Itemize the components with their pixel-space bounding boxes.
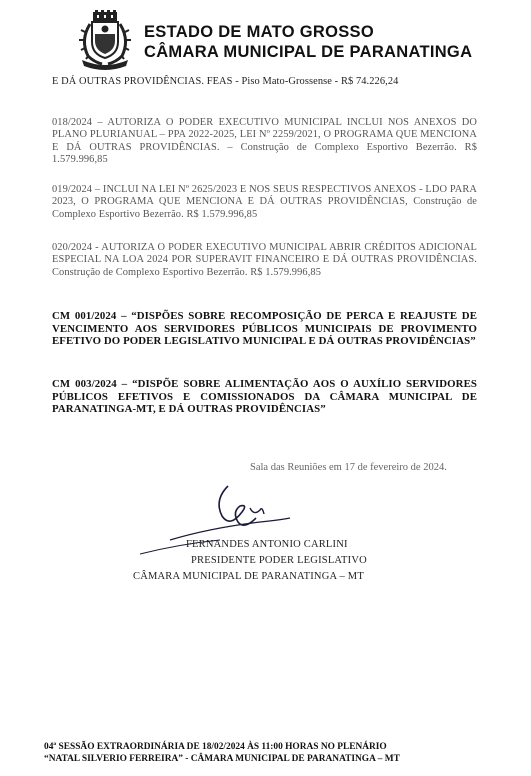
item-cm-001-2024: CM 001/2024 – “DISPÕES SOBRE RECOMPOSIÇÃO DE PERCA E REAJUSTE DE VENCIMENTO AOS SERVIDORES PÚBLICOS MUNICIPAIS DE PROVIMENTO EFETIVO DO PODER LEGISLATIVO MUNICIPAL E DÁ OUTRAS PROVIDÊNCIAS” <box>52 310 477 348</box>
item-018-2024: 018/2024 – AUTORIZA O PODER EXECUTIVO MUNICIPAL INCLUI NOS ANEXOS DO PLANO PLURIANUAL – PPA 2022-2025, LEI Nº 2259/2021, O PROGRAMA QUE MENCIONA E DÁ OUTRAS PROVIDÊNCIAS. – Construção de Complexo Esportivo Bezerrão. R$ 1.579.996,85 <box>52 117 477 166</box>
handwritten-signature <box>110 482 310 562</box>
signer-organization: CÂMARA MUNICIPAL DE PARANATINGA – MT <box>133 571 364 582</box>
header-state-title: ESTADO DE MATO GROSSO <box>144 23 374 41</box>
signer-name: FERNANDES ANTONIO CARLINI <box>186 539 348 550</box>
date-line: Sala das Reuniões em 17 de fevereiro de 2024. <box>250 462 447 473</box>
item-continuation: E DÁ OUTRAS PROVIDÊNCIAS. FEAS - Piso Mato-Grossense - R$ 74.226,24 <box>52 76 399 87</box>
header-chamber-title: CÂMARA MUNICIPAL DE PARANATINGA <box>144 43 473 61</box>
item-cm-003-2024: CM 003/2024 – “DISPÕE SOBRE ALIMENTAÇÃO AOS O AUXÍLIO SERVIDORES PÚBLICOS EFETIVOS E COMISSIONADOS DA CÂMARA MUNICIPAL DE PARANATINGA-MT, E DÁ OUTRAS PROVIDÊNCIAS” <box>52 378 477 416</box>
footer-venue-line: “NATAL SILVERIO FERREIRA” - CÂMARA MUNICIPAL DE PARANATINGA – MT <box>44 754 400 764</box>
item-019-2024: 019/2024 – INCLUI NA LEI Nº 2625/2023 E NOS SEUS RESPECTIVOS ANEXOS - LDO PARA 2023, O PROGRAMA QUE MENCIONA E DÁ OUTRAS PROVIDÊNCIAS, Construção de Complexo Esportivo Bezerrão. R$ 1.579.996,85 <box>52 184 477 220</box>
item-020-2024: 020/2024 - AUTORIZA O PODER EXECUTIVO MUNICIPAL ABRIR CRÉDITOS ADICIONAL ESPECIAL NA LOA 2024 POR SUPERAVIT FINANCEIRO E DÁ OUTRAS PROVIDÊNCIAS. Construção de Complexo Esportivo Bezerrão. R$ 1.579.996,85 <box>52 242 477 278</box>
footer-session-line: 04ª SESSÃO EXTRAORDINÁRIA DE 18/02/2024 ÀS 11:00 HORAS NO PLENÁRIO <box>44 742 387 752</box>
signer-role: PRESIDENTE PODER LEGISLATIVO <box>191 555 367 566</box>
coat-of-arms-icon <box>76 10 134 70</box>
